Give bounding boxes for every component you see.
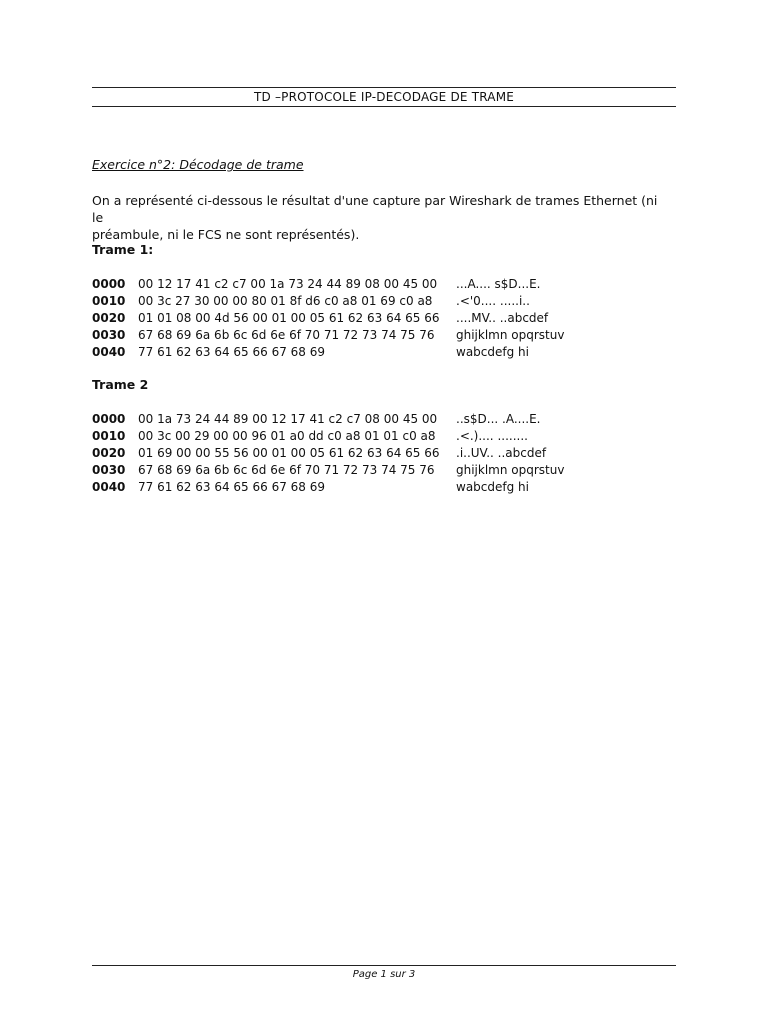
frame-2-title: Trame 2 xyxy=(92,377,149,392)
hex-offset: 0020 xyxy=(92,446,126,460)
hex-offset: 0040 xyxy=(92,345,126,359)
hex-row xyxy=(92,276,672,293)
page-header xyxy=(92,87,676,107)
hex-offset: 0000 xyxy=(92,277,126,291)
hex-row xyxy=(92,293,672,310)
hex-bytes: 00 3c 27 30 00 00 80 01 8f d6 c0 a8 01 69 c0 a8 xyxy=(138,294,433,308)
hex-bytes: 00 3c 00 29 00 00 96 01 a0 dd c0 a8 01 01 c0 a8 xyxy=(138,429,436,443)
hex-ascii: ghijklmn opqrstuv xyxy=(456,463,565,477)
hex-row xyxy=(92,327,672,344)
hex-offset: 0010 xyxy=(92,429,126,443)
hex-offset: 0000 xyxy=(92,412,126,426)
hex-row xyxy=(92,411,672,428)
hex-row xyxy=(92,462,672,479)
hex-ascii: .<.).... ........ xyxy=(456,429,528,443)
hex-offset: 0010 xyxy=(92,294,126,308)
intro-line-2: préambule, ni le FCS ne sont représentés). xyxy=(92,227,360,242)
hex-offset: 0030 xyxy=(92,328,126,342)
hex-ascii: ghijklmn opqrstuv xyxy=(456,328,565,342)
hex-offset: 0020 xyxy=(92,311,126,325)
exercise-title: Exercice n°2: Décodage de trame xyxy=(92,157,304,172)
hex-ascii: wabcdefg hi xyxy=(456,480,529,494)
hex-row xyxy=(92,428,672,445)
hex-bytes: 77 61 62 63 64 65 66 67 68 69 xyxy=(138,480,326,494)
hex-ascii: ...A.... s$D...E. xyxy=(456,277,541,291)
page-footer xyxy=(92,965,676,980)
hex-bytes: 01 01 08 00 4d 56 00 01 00 05 61 62 63 64 65 66 xyxy=(138,311,440,325)
hex-ascii: ....MV.. ..abcdef xyxy=(456,311,549,325)
hex-ascii: .i..UV.. ..abcdef xyxy=(456,446,547,460)
hex-bytes: 77 61 62 63 64 65 66 67 68 69 xyxy=(138,345,326,359)
hex-row xyxy=(92,344,672,361)
hex-bytes: 00 12 17 41 c2 c7 00 1a 73 24 44 89 08 00 45 00 xyxy=(138,277,438,291)
exercise-intro xyxy=(92,192,672,243)
hex-ascii: ..s$D... .A....E. xyxy=(456,412,541,426)
frame-1-hex-dump xyxy=(92,276,672,361)
page-header-title: TD –PROTOCOLE IP-DECODAGE DE TRAME xyxy=(253,90,515,104)
hex-ascii: .<'0.... .....i.. xyxy=(456,294,530,308)
hex-row xyxy=(92,445,672,462)
hex-row xyxy=(92,479,672,496)
hex-row xyxy=(92,310,672,327)
hex-bytes: 01 69 00 00 55 56 00 01 00 05 61 62 63 64 65 66 xyxy=(138,446,440,460)
hex-offset: 0040 xyxy=(92,480,126,494)
hex-offset: 0030 xyxy=(92,463,126,477)
hex-ascii: wabcdefg hi xyxy=(456,345,529,359)
hex-bytes: 67 68 69 6a 6b 6c 6d 6e 6f 70 71 72 73 74 75 76 xyxy=(138,328,435,342)
hex-bytes: 00 1a 73 24 44 89 00 12 17 41 c2 c7 08 00 45 00 xyxy=(138,412,438,426)
intro-line-1: On a représenté ci-dessous le résultat d'une capture par Wireshark de trames Ethernet (ni le xyxy=(92,193,658,225)
frame-1-title: Trame 1: xyxy=(92,242,154,257)
page-number: Page 1 sur 3 xyxy=(352,969,416,980)
frame-2-hex-dump xyxy=(92,411,672,496)
hex-bytes: 67 68 69 6a 6b 6c 6d 6e 6f 70 71 72 73 74 75 76 xyxy=(138,463,435,477)
